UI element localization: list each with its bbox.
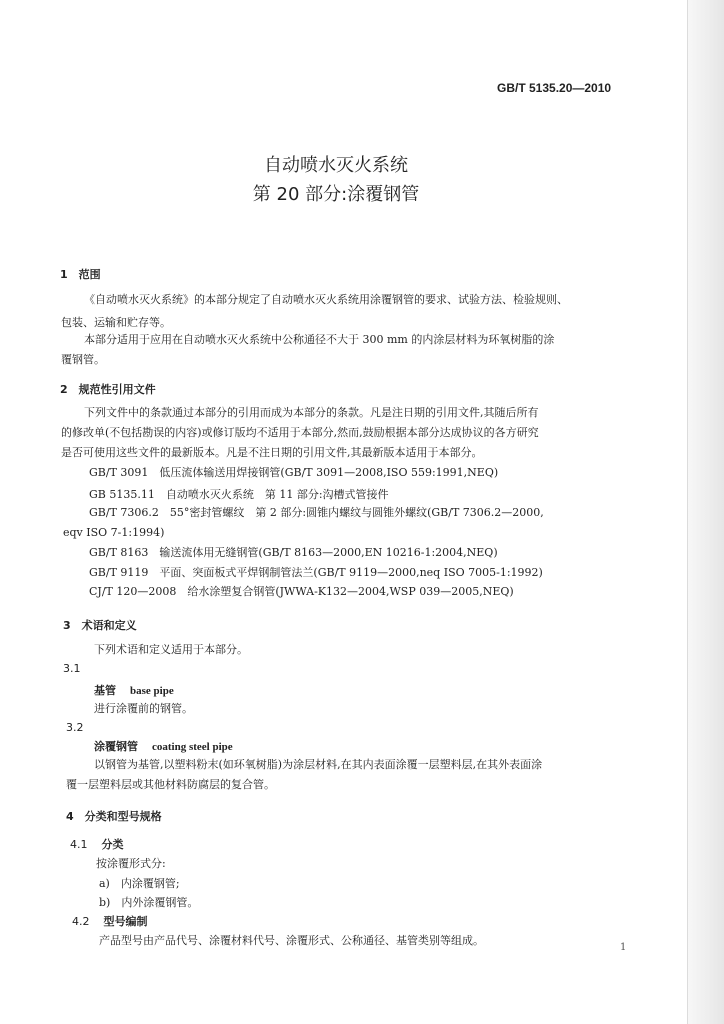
section-1-paragraph: 本部分适用于应用在自动喷水灭火系统中公称通径不大于 300 mm 的内涂层材料为环氧树脂的涂	[84, 333, 555, 346]
reference-item: GB/T 8163 输送流体用无缝钢管(GB/T 8163—2000,EN 10216-1:2004,NEQ)	[89, 546, 498, 559]
term-entry	[94, 738, 233, 754]
model-paragraph: 产品型号由产品代号、涂覆材料代号、涂覆形式、公称通径、基管类别等组成。	[99, 934, 484, 947]
term-chinese: 基管	[94, 684, 116, 697]
document-title: 自动喷水灭火系统	[264, 155, 408, 176]
list-item: a) 内涂覆钢管;	[99, 877, 180, 890]
section-1-paragraph: 包装、运输和贮存等。	[61, 316, 171, 329]
section-2-paragraph: 的修改单(不包括勘误的内容)或修订版均不适用于本部分,然而,鼓励根据本部分达成协议的各方研究	[61, 426, 539, 439]
classification-intro: 按涂覆形式分:	[96, 857, 166, 870]
term-definition: 进行涂覆前的钢管。	[94, 702, 193, 715]
subsection-title: 型号编制	[103, 915, 148, 928]
section-3-intro: 下列术语和定义适用于本部分。	[94, 643, 248, 656]
term-english: base pipe	[130, 685, 174, 697]
page-number: 1	[620, 942, 627, 953]
term-definition: 覆一层塑料层或其他材料防腐层的复合管。	[66, 778, 275, 791]
term-english: coating steel pipe	[152, 741, 233, 753]
subsection-4-1	[70, 836, 124, 852]
reference-item: GB/T 7306.2 55°密封管螺纹 第 2 部分:圆锥内螺纹与圆锥外螺纹(GB/T 7306.2—2000,	[89, 506, 544, 519]
section-1-paragraph: 《自动喷水灭火系统》的本部分规定了自动喷水灭火系统用涂覆钢管的要求、试验方法、检验规则、	[84, 293, 568, 306]
section-2-heading: 2 规范性引用文件	[60, 383, 156, 396]
reference-item: eqv ISO 7-1:1994)	[63, 526, 165, 539]
list-item: b) 内外涂覆钢管。	[99, 896, 199, 909]
reference-item: GB 5135.11 自动喷水灭火系统 第 11 部分:沟槽式管接件	[89, 488, 389, 501]
section-2-paragraph: 下列文件中的条款通过本部分的引用而成为本部分的条款。凡是注日期的引用文件,其随后所有	[84, 406, 539, 419]
term-entry	[94, 682, 174, 698]
standard-code: GB/T 5135.20—2010	[497, 81, 612, 95]
subsection-number: 4.2	[72, 915, 90, 928]
subsection-number: 4.1	[70, 838, 88, 851]
term-chinese: 涂覆钢管	[94, 740, 138, 753]
subsection-4-2	[72, 913, 148, 929]
reference-item: GB/T 3091 低压流体输送用焊接钢管(GB/T 3091—2008,ISO 559:1991,NEQ)	[89, 466, 499, 479]
document-subtitle: 第 20 部分:涂覆钢管	[252, 184, 420, 205]
section-1-heading: 1 范围	[60, 268, 101, 281]
section-4-heading: 4 分类和型号规格	[66, 810, 162, 823]
subsection-title: 分类	[101, 838, 124, 851]
reference-item: CJ/T 120—2008 给水涂塑复合钢管(JWWA-K132—2004,WSP 039—2005,NEQ)	[89, 585, 514, 598]
section-2-paragraph: 是否可使用这些文件的最新版本。凡是不注日期的引用文件,其最新版本适用于本部分。	[61, 446, 483, 459]
reference-item: GB/T 9119 平面、突面板式平焊钢制管法兰(GB/T 9119—2000,neq ISO 7005-1:1992)	[89, 566, 543, 579]
term-number: 3.2	[66, 721, 84, 734]
section-3-heading: 3 术语和定义	[63, 619, 137, 632]
term-definition: 以钢管为基管,以塑料粉末(如环氧树脂)为涂层材料,在其内表面涂覆一层塑料层,在其外表面涂	[94, 758, 543, 771]
section-1-paragraph: 覆钢管。	[61, 353, 105, 366]
term-number: 3.1	[63, 662, 81, 675]
page-edge	[687, 0, 724, 1024]
